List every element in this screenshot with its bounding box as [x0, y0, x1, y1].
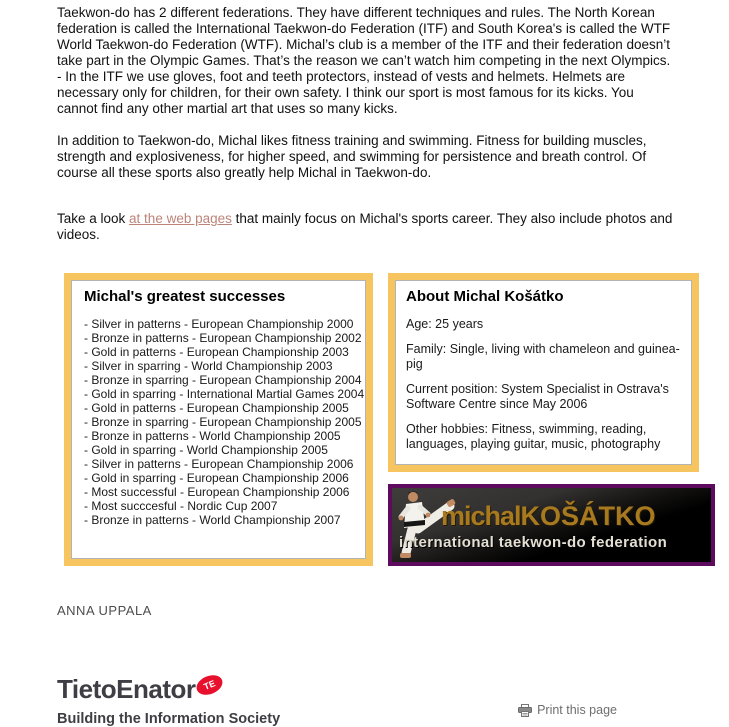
tietoenator-logo	[57, 674, 281, 727]
about-line: Age: 25 years	[406, 317, 484, 331]
about-box-inner	[395, 280, 692, 465]
print-page-label: Print this page	[537, 703, 617, 717]
success-item: - Most successful - European Championship 2006	[84, 485, 350, 499]
banner-name-michal: michal	[441, 501, 521, 531]
print-page-link[interactable]	[518, 702, 617, 718]
success-item: - Bronze in patterns - European Championship 2002	[84, 331, 362, 345]
web-pages-link[interactable]: at the web pages	[129, 211, 232, 226]
right-column	[388, 273, 715, 566]
success-item: - Silver in patterns - European Championship 2006	[84, 457, 354, 471]
successes-box-inner	[71, 280, 366, 559]
success-item: - Silver in sparring - World Championship 2003	[84, 359, 333, 373]
success-item: - Gold in sparring - World Championship 2005	[84, 443, 328, 457]
success-item: - Bronze in patterns - World Championship 2007	[84, 513, 341, 527]
about-box	[388, 273, 699, 472]
paragraph-other-sports: In addition to Taekwon-do, Michal likes fitness training and swimming. Fitness for building muscles, strength and explosiveness, for higher speed, and swimming for persistence and breath control. Of course all these sports also greatly help Michal in Taekwon-do.	[57, 133, 647, 180]
web-pages-suffix: that mainly focus on Michal's sports career. They also include photos and videos.	[57, 211, 673, 242]
success-item: - Silver in patterns - European Championship 2000	[84, 317, 354, 331]
tietoenator-wordmark: TietoEnator	[57, 674, 196, 704]
success-item: - Gold in sparring - International Martial Games 2004	[84, 387, 365, 401]
successes-list	[84, 317, 363, 527]
about-title: About Michal Košátko	[406, 288, 564, 305]
success-item: - Bronze in sparring - European Championship 2004	[84, 373, 362, 387]
paragraph-federations-text: Taekwon-do has 2 different federations. They have different techniques and rules. The North Korean federation is called the International Taekwon-do Federation (ITF) and South Korea's is called the WTF World Taekwon-do Federation (WTF). Michal’s club is a member of the ITF and their federation doesn’t take part in the Olympic Games. That’s the reason we can’t watch him competing in the next Olympics.	[57, 5, 671, 68]
info-boxes-row	[64, 273, 729, 566]
success-item: - Bronze in sparring - European Championship 2005	[84, 415, 362, 429]
success-item: - Bronze in patterns - World Championship 2005	[84, 429, 341, 443]
author-name: ANNA UPPALA	[57, 603, 152, 618]
paragraph-itf-equipment-text: - In the ITF we use gloves, foot and teeth protectors, instead of vests and helmets. Helmets are necessary only for children, for their own safety. I think our sport is most famous for its kicks. You cannot find any other martial art that uses so many kicks.	[57, 69, 634, 116]
footer	[57, 674, 617, 727]
tietoenator-logo-row	[57, 674, 280, 704]
about-line: Current position: System Specialist in Ostrava's Software Centre since May 2006	[406, 382, 669, 411]
success-item: - Gold in patterns - European Championship 2005	[84, 401, 349, 415]
paragraph-web-pages	[57, 211, 675, 243]
success-item: - Gold in sparring - European Championship 2006	[84, 471, 349, 485]
article	[57, 5, 675, 243]
logo-tagline: Building the Information Society	[57, 711, 281, 727]
successes-title: Michal's greatest successes	[84, 288, 286, 305]
banner-name	[441, 501, 656, 531]
success-item: - Most succcesful - Nordic Cup 2007	[84, 499, 278, 513]
success-item: - Gold in patterns - European Championship 2003	[84, 345, 349, 359]
banner-name-kosatko: KOŠÁTKO	[520, 501, 656, 531]
paragraph-federations	[57, 5, 675, 117]
about-list	[406, 317, 687, 452]
taekwondo-banner[interactable]	[388, 484, 715, 566]
printer-icon	[518, 704, 532, 717]
banner-subtitle: international taekwon-do federation	[399, 534, 668, 551]
about-line: Family: Single, living with chameleon and guinea-pig	[406, 342, 680, 371]
successes-box	[64, 273, 373, 566]
te-badge-icon: TE	[194, 672, 226, 699]
about-line: Other hobbies: Fitness, swimming, reading, languages, playing guitar, music, photography	[406, 422, 661, 451]
web-pages-prefix: Take a look	[57, 211, 130, 226]
